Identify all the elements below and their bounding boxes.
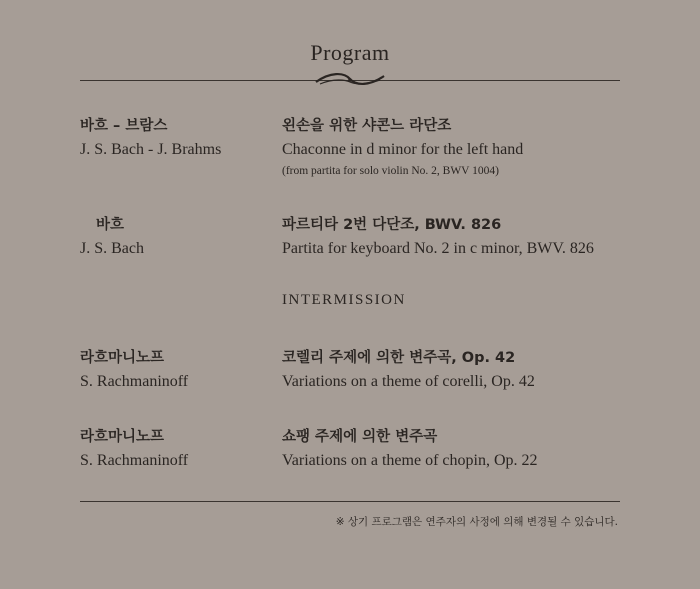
work-ko-1: 왼손을 위한 샤콘느 라단조 xyxy=(282,118,452,134)
work-ko-2: 파르티타 2번 다단조, BWV. 826 xyxy=(282,217,502,233)
composer-en-4: S. Rachmaninoff xyxy=(80,452,189,469)
composer-ko-3: 라흐마니노프 xyxy=(80,350,165,366)
work-en-1: Chaconne in d minor for the left hand xyxy=(282,141,524,158)
composer-en-1: J. S. Bach - J. Brahms xyxy=(80,141,222,158)
work-note-1: (from partita for solo violin No. 2, BWV 1004) xyxy=(282,165,499,177)
composer-en-3: S. Rachmaninoff xyxy=(80,373,189,390)
footnote: ※ 상기 프로그램은 연주자의 사정에 의해 변경될 수 있습니다. xyxy=(335,516,618,528)
work-en-2: Partita for keyboard No. 2 in c minor, BWV. 826 xyxy=(282,240,594,257)
composer-ko-1: 바흐 – 브람스 xyxy=(80,118,168,134)
work-ko-4: 쇼팽 주제에 의한 변주곡 xyxy=(282,429,438,445)
work-en-3: Variations on a theme of corelli, Op. 42 xyxy=(282,373,535,390)
work-ko-3: 코렐리 주제에 의한 변주곡, Op. 42 xyxy=(282,350,516,366)
page-title: Program xyxy=(310,40,390,65)
work-en-4: Variations on a theme of chopin, Op. 22 xyxy=(282,452,538,469)
flourish-ornament-icon xyxy=(310,68,390,92)
bottom-divider xyxy=(80,501,620,502)
composer-ko-4: 라흐마니노프 xyxy=(80,429,165,445)
intermission-label: INTERMISSION xyxy=(282,292,406,308)
composer-ko-2: 바흐 xyxy=(96,217,125,233)
composer-en-2: J. S. Bach xyxy=(80,240,144,257)
